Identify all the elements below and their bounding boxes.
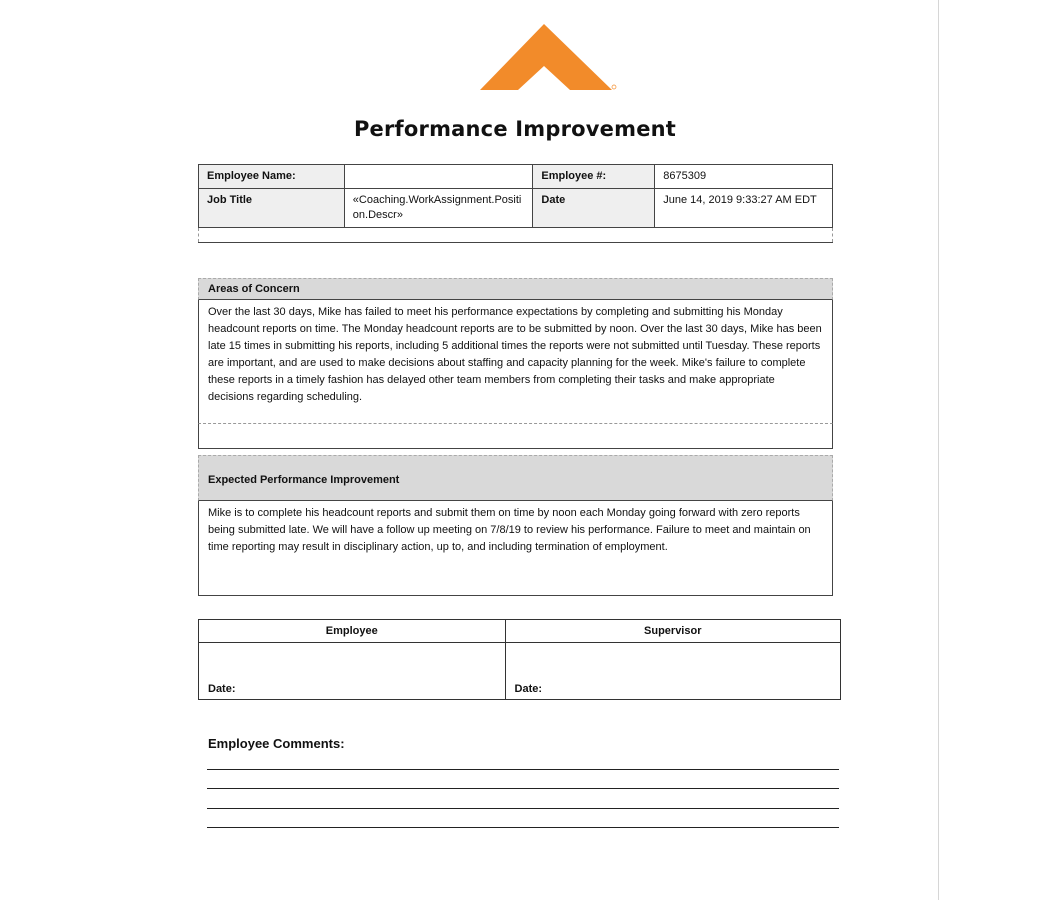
expected-improvement-section	[198, 455, 833, 596]
comment-line[interactable]	[207, 808, 839, 809]
date-field[interactable]: June 14, 2019 9:33:27 AM EDT	[655, 189, 833, 228]
company-logo-icon	[478, 22, 618, 92]
supervisor-signature-header: Supervisor	[505, 620, 840, 643]
employee-signature-box[interactable]	[199, 643, 506, 700]
info-table-spacer-row	[199, 228, 833, 243]
areas-of-concern-footer-row	[198, 424, 833, 449]
job-title-label: Job Title	[199, 189, 345, 228]
comment-line[interactable]	[207, 769, 839, 770]
areas-of-concern-section	[198, 278, 833, 449]
employee-comments-heading: Employee Comments:	[208, 736, 345, 751]
comment-line[interactable]	[207, 827, 839, 828]
supervisor-date-label: Date:	[514, 683, 543, 695]
supervisor-signature-box[interactable]	[505, 643, 840, 700]
areas-of-concern-text[interactable]: Over the last 30 days, Mike has failed to meet his performance expectations by completing and submitting his Monday headcount reports on time. The Monday headcount reports are to be submitted by noon. Over the last 30 days, Mike has been late 15 times in submitting his reports, including 5 additional times the reports were not submitted until Tuesday. These reports are important, and are used to make decisions about staffing and capacity planning for the week. Mike's failure to complete these reports in a timely fashion has delayed other team members from completing their tasks and make appropriate decisions regarding scheduling.	[198, 300, 833, 424]
areas-of-concern-heading: Areas of Concern	[198, 278, 833, 300]
date-label: Date	[533, 189, 655, 228]
employee-date-label: Date:	[208, 683, 236, 695]
comment-line[interactable]	[207, 788, 839, 789]
page-title: Performance Improvement	[353, 117, 677, 141]
employee-signature-header: Employee	[199, 620, 506, 643]
employee-name-field[interactable]	[344, 165, 533, 189]
expected-improvement-text[interactable]: Mike is to complete his headcount reports and submit them on time by noon each Monday going forward with zero reports being submitted late. We will have a follow up meeting on 7/8/19 to review his performance. Failure to meet and maintain on time reporting may result in disciplinary action, up to, and including termination of employment.	[198, 501, 833, 596]
expected-improvement-heading-text: Expected Performance Improvement	[208, 474, 400, 486]
employee-number-field[interactable]: 8675309	[655, 165, 833, 189]
job-title-field[interactable]: «Coaching.WorkAssignment.Position.Descr»	[344, 189, 533, 228]
expected-improvement-heading	[198, 455, 833, 501]
employee-name-label: Employee Name:	[199, 165, 345, 189]
signature-table	[198, 619, 841, 700]
employee-info-table	[198, 164, 833, 243]
employee-number-label: Employee #:	[533, 165, 655, 189]
